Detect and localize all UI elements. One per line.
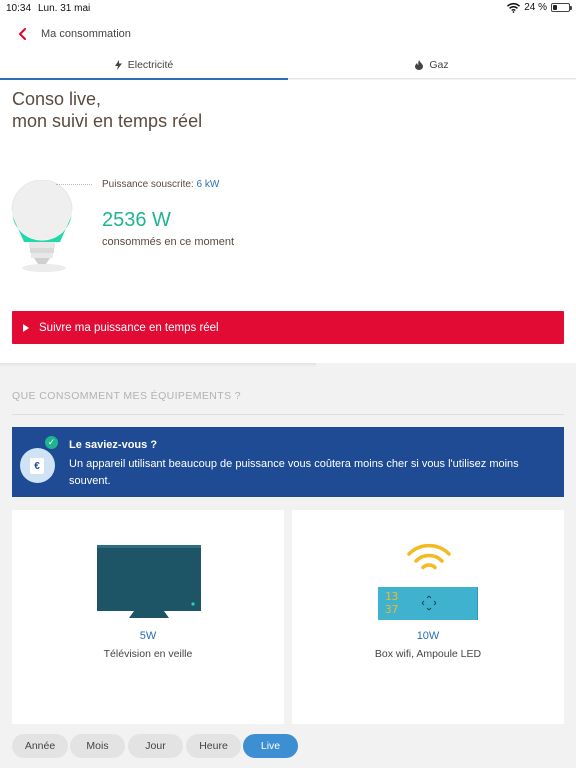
box-device — [378, 587, 478, 620]
status-bar — [0, 0, 576, 18]
tip-text: Un appareil utilisant beaucoup de puissance vous coûtera moins cher si vous l'utilisez moins souvent. — [69, 458, 519, 487]
period-jour-label: Jour — [145, 740, 166, 752]
tv-name: Télévision en veille — [103, 648, 193, 660]
live-consumption-card — [0, 80, 576, 363]
period-annee-label: Année — [24, 740, 56, 752]
box-display-hours: 13 — [385, 590, 399, 603]
energy-tabs — [0, 50, 576, 79]
equipment-section-title: QUE CONSOMMENT MES ÉQUIPEMENTS ? — [12, 390, 242, 402]
box-watt: 10W — [416, 630, 440, 642]
box-controls-icon — [420, 594, 438, 612]
period-mois[interactable] — [70, 734, 125, 758]
current-consumption-value: 2536 W — [102, 209, 171, 231]
tab-gaz-label: Gaz — [429, 58, 449, 71]
equipment-card-box-wifi[interactable] — [292, 510, 564, 724]
box-display-minutes: 37 — [385, 603, 399, 616]
box-right-panel — [477, 587, 478, 620]
period-heure-label: Heure — [199, 740, 228, 752]
subscribed-power-value: 6 kW — [196, 179, 220, 190]
period-annee[interactable] — [12, 734, 68, 758]
card-shadow — [0, 363, 316, 367]
follow-live-power-label: Suivre ma puissance en temps réel — [39, 321, 219, 334]
tv-watt: 5W — [139, 630, 157, 642]
nav-title: Ma consommation — [41, 28, 131, 40]
status-date: Lun. 31 mai — [38, 3, 91, 14]
tab-gaz[interactable] — [288, 50, 576, 79]
period-live-label: Live — [260, 740, 281, 752]
tab-electricite[interactable] — [0, 50, 288, 79]
period-heure[interactable] — [186, 734, 241, 758]
tab-electricite-label: Electricité — [127, 58, 174, 71]
battery-icon — [551, 3, 570, 12]
play-icon — [23, 324, 29, 332]
subscribed-power-label: Puissance souscrite: — [102, 179, 194, 190]
nav-bar — [0, 18, 576, 50]
wifi-signal-icon — [406, 542, 452, 574]
current-consumption-caption: consommés en ce moment — [102, 236, 235, 248]
flame-icon — [415, 60, 423, 70]
lightbulb-icon — [10, 180, 74, 274]
period-live[interactable] — [243, 734, 298, 758]
check-icon: ✓ — [43, 434, 60, 451]
wifi-icon — [507, 3, 520, 13]
box-name: Box wifi, Ampoule LED — [374, 648, 482, 660]
back-chevron-icon[interactable] — [14, 24, 32, 44]
battery-percent: 24 % — [524, 2, 547, 13]
connector-line — [56, 184, 92, 185]
tip-banner — [12, 427, 564, 497]
status-right — [507, 2, 570, 13]
section-divider — [12, 414, 564, 415]
document-icon: € — [30, 458, 44, 474]
follow-live-power-button[interactable] — [12, 311, 564, 344]
equipment-card-tv[interactable] — [12, 510, 284, 724]
battery-level — [553, 5, 557, 10]
subscribed-power — [102, 179, 219, 190]
period-mois-label: Mois — [86, 740, 109, 752]
tip-title: Le saviez-vous ? — [69, 439, 158, 451]
period-jour[interactable] — [128, 734, 183, 758]
lightning-icon — [115, 60, 122, 70]
page-title: Conso live, mon suivi en temps réel — [12, 89, 203, 131]
period-selector — [0, 724, 576, 768]
tv-icon — [96, 544, 202, 620]
status-time: 10:34 — [6, 3, 32, 14]
